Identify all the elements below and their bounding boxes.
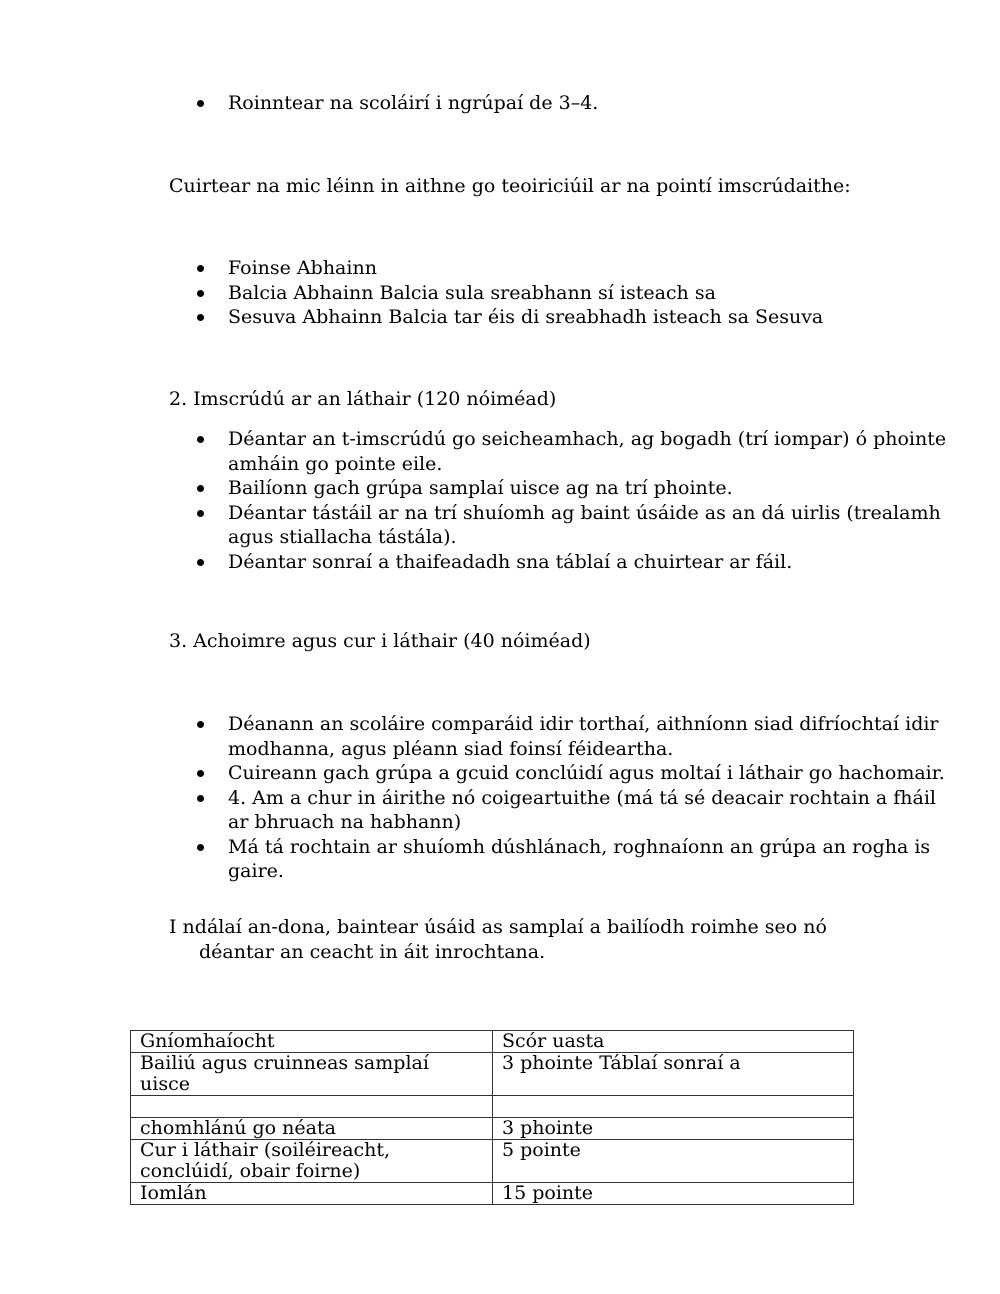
section2-list (0, 427, 1000, 574)
group-list (0, 91, 1000, 116)
bullet-icon (197, 721, 204, 728)
table-cell: Bailiú agus cruinneas samplaí uisce (131, 1053, 493, 1096)
table-row (131, 1053, 854, 1096)
closing-paragraph: I ndálaí an-dona, baintear úsáid as samplaí a bailíodh roimhe seo nó déantar an ceacht in áit inrochtana. (169, 916, 827, 963)
table-row (131, 1118, 854, 1140)
bullet-icon (197, 559, 204, 566)
points-list (0, 256, 1000, 330)
list-item: Déantar tástáil ar na trí shuíomh ag baint úsáide as an dá uirlis (trealamh agus stiallacha tástála). (0, 501, 1000, 550)
bullet-icon (197, 795, 204, 802)
section3-heading: 3. Achoimre agus cur i láthair (40 nóiméad) (169, 630, 591, 652)
list-item: 4. Am a chur in áirithe nó coigeartuithe (má tá sé deacair rochtain a fháil ar bhruach na habhann) (0, 786, 1000, 835)
table-cell: chomhlánú go néata (131, 1118, 493, 1140)
bullet-icon (197, 436, 204, 443)
table-header-cell: Scór uasta (493, 1031, 854, 1053)
table-cell (493, 1096, 854, 1118)
table-cell (131, 1096, 493, 1118)
bullet-icon (197, 844, 204, 851)
bullet-icon (197, 290, 204, 297)
list-item: Déanann an scoláire comparáid idir torthaí, aithníonn siad difríochtaí idir modhanna, agus pléann siad foinsí féideartha. (0, 712, 1000, 761)
table-cell: 3 phointe (493, 1118, 854, 1140)
table-row (131, 1096, 854, 1118)
bullet-icon (197, 100, 204, 107)
list-item: Foinse Abhainn (0, 256, 1000, 281)
table-header-cell: Gníomhaíocht (131, 1031, 493, 1053)
table-cell: Cur i láthair (soiléireacht, conclúidí, obair foirne) (131, 1140, 493, 1183)
bullet-icon (197, 485, 204, 492)
list-item: Déantar sonraí a thaifeadadh sna táblaí a chuirtear ar fáil. (0, 550, 1000, 575)
list-item: Roinntear na scoláirí i ngrúpaí de 3–4. (0, 91, 1000, 116)
table-cell: 3 phointe Táblaí sonraí a (493, 1053, 854, 1096)
list-item: Déantar an t-imscrúdú go seicheamhach, ag bogadh (trí iompar) ó phointe amháin go pointe eile. (0, 427, 1000, 476)
intro-paragraph: Cuirtear na mic léinn in aithne go teoiriciúil ar na pointí imscrúdaithe: (169, 175, 851, 197)
bullet-icon (197, 510, 204, 517)
table-cell: 5 pointe (493, 1140, 854, 1183)
list-item: Balcia Abhainn Balcia sula sreabhann sí isteach sa (0, 281, 1000, 306)
table-row (131, 1183, 854, 1205)
list-item: Má tá rochtain ar shuíomh dúshlánach, roghnaíonn an grúpa an rogha is gaire. (0, 835, 1000, 884)
section2-heading: 2. Imscrúdú ar an láthair (120 nóiméad) (169, 388, 557, 410)
table-header-row (131, 1031, 854, 1053)
list-item: Bailíonn gach grúpa samplaí uisce ag na trí phointe. (0, 476, 1000, 501)
section3-list (0, 712, 1000, 884)
table-cell: Iomlán (131, 1183, 493, 1205)
list-item: Cuireann gach grúpa a gcuid conclúidí agus moltaí i láthair go hachomair. (0, 761, 1000, 786)
bullet-icon (197, 770, 204, 777)
bullet-icon (197, 314, 204, 321)
table-row (131, 1140, 854, 1183)
table-cell: 15 pointe (493, 1183, 854, 1205)
list-item: Sesuva Abhainn Balcia tar éis di sreabhadh isteach sa Sesuva (0, 305, 1000, 330)
score-table (130, 1030, 854, 1205)
bullet-icon (197, 265, 204, 272)
